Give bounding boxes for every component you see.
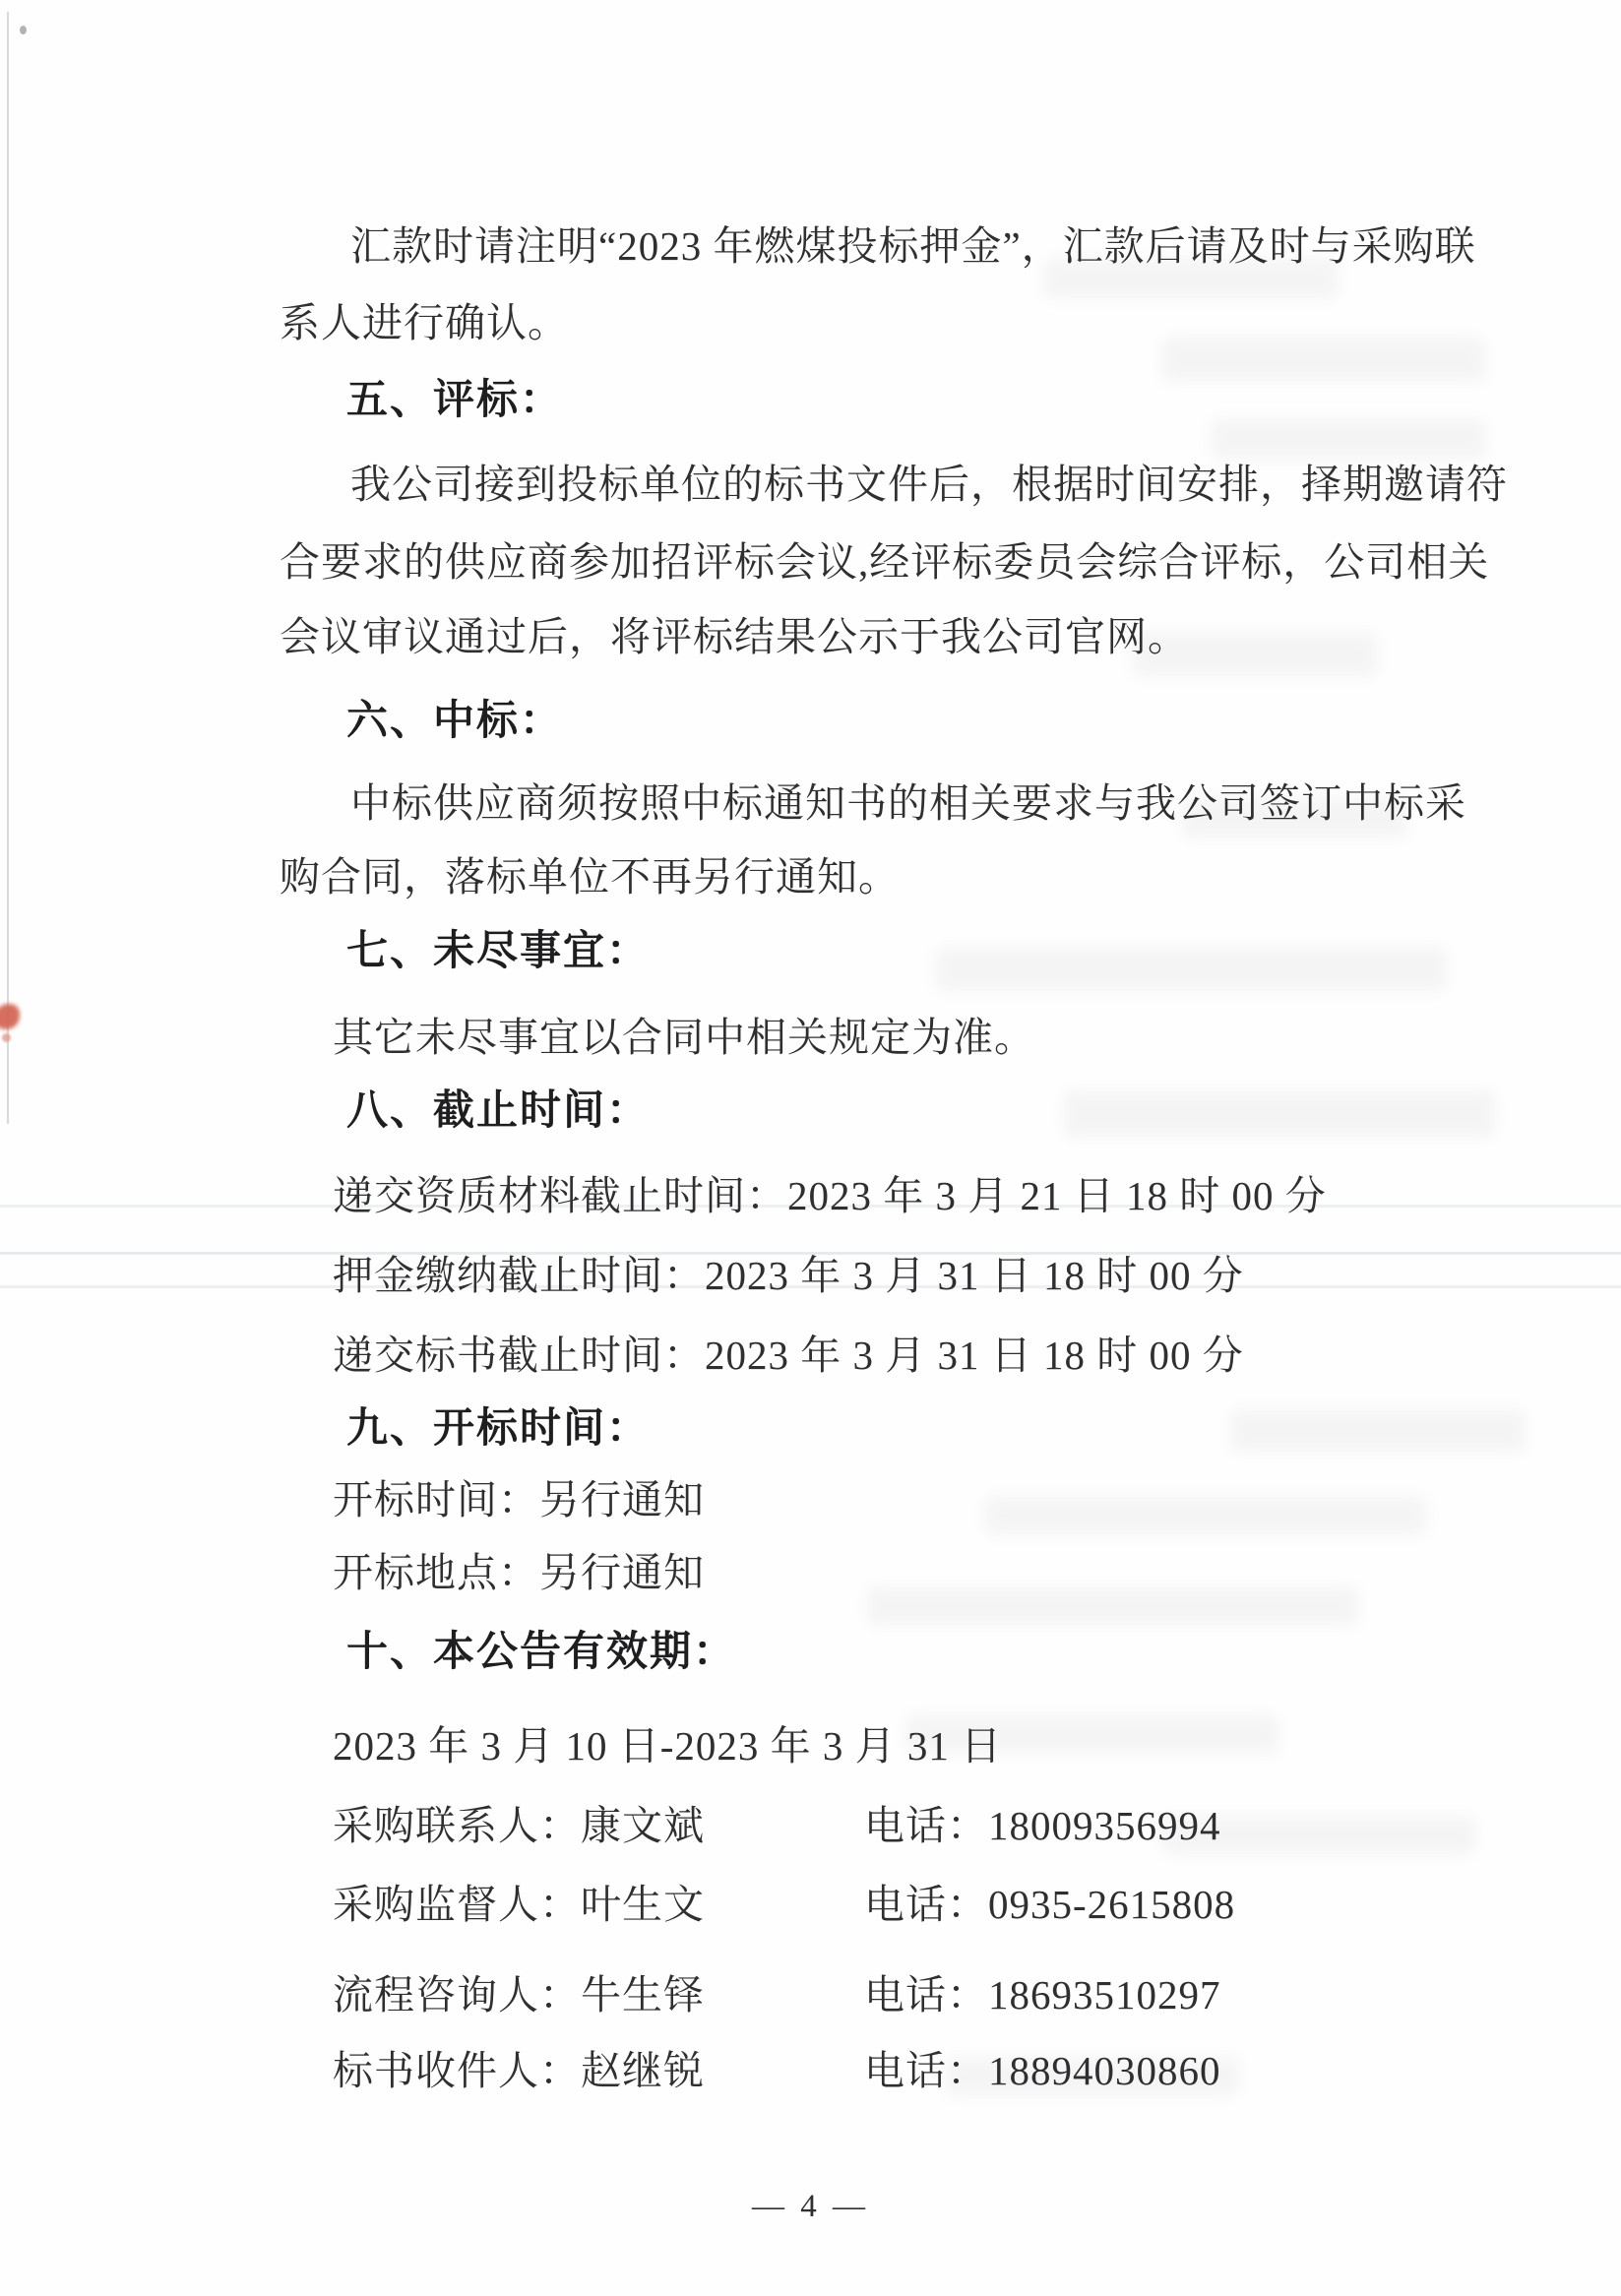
- body-line: 开标地点：另行通知: [333, 1550, 705, 1595]
- contact-row: [0, 1798, 1621, 1853]
- contact-phone: 电话：0935-2615808: [864, 1882, 1236, 1927]
- section-heading-award: 六、中标：: [346, 697, 564, 743]
- bleed-through-smudge: [1063, 1090, 1496, 1138]
- contact-row: [0, 1967, 1621, 2022]
- red-ink-smudge: [0, 1004, 20, 1029]
- section-heading-validity-period: 十、本公告有效期：: [346, 1628, 737, 1674]
- bleed-through-smudge: [866, 1586, 1358, 1626]
- validity-period-line: 2023 年 3 月 10 日-2023 年 3 月 31 日: [333, 1723, 1003, 1769]
- body-line: 其它未尽事宜以合同中相关规定为准。: [333, 1015, 1035, 1060]
- contact-role: 采购监督人：叶生文: [333, 1882, 705, 1927]
- body-line: 我公司接到投标单位的标书文件后，根据时间安排，择期邀请符: [350, 462, 1508, 507]
- page-number: — 4 —: [752, 2189, 869, 2224]
- deadline-line: 递交标书截止时间：2023 年 3 月 31 日 18 时 00 分: [333, 1333, 1244, 1378]
- contact-row: [0, 2043, 1621, 2098]
- contact-role: 采购联系人：康文斌: [333, 1803, 705, 1848]
- bleed-through-smudge: [984, 1496, 1427, 1535]
- contact-phone: 电话：18693510297: [864, 1972, 1221, 2017]
- body-line: 会议审议通过后，将评标结果公示于我公司官网。: [280, 614, 1189, 659]
- section-heading-outstanding-matters: 七、未尽事宜：: [346, 927, 651, 973]
- body-line: 合要求的供应商参加招评标会议,经评标委员会综合评标，公司相关: [280, 539, 1490, 585]
- deadline-line: 押金缴纳截止时间：2023 年 3 月 31 日 18 时 00 分: [333, 1253, 1244, 1298]
- contact-phone: 电话：18009356994: [864, 1803, 1221, 1848]
- contact-role: 标书收件人：赵继锐: [333, 2048, 705, 2093]
- bleed-through-smudge: [1230, 1409, 1526, 1453]
- deadline-line: 递交资质材料截止时间：2023 年 3 月 21 日 18 时 00 分: [333, 1173, 1327, 1218]
- section-heading-bid-opening: 九、开标时间：: [346, 1404, 651, 1451]
- scan-speck: [20, 26, 27, 34]
- contact-role: 流程咨询人：牛生铎: [333, 1972, 705, 2017]
- intro-line: 系人进行确认。: [280, 300, 569, 345]
- section-heading-evaluation: 五、评标：: [346, 376, 564, 422]
- red-ink-dot: [2, 1033, 11, 1042]
- bleed-through-smudge: [1211, 418, 1486, 460]
- section-heading-deadlines: 八、截止时间：: [346, 1086, 651, 1133]
- contact-phone: 电话：18894030860: [864, 2048, 1221, 2093]
- body-line: 开标时间：另行通知: [333, 1477, 705, 1522]
- body-line: 购合同，落标单位不再另行通知。: [280, 854, 900, 900]
- scan-edge-line: [7, 12, 9, 1124]
- bleed-through-smudge: [1161, 337, 1486, 382]
- body-line: 中标供应商须按照中标通知书的相关要求与我公司签订中标采: [350, 780, 1466, 826]
- intro-line: 汇款时请注明“2023 年燃煤投标押金”，汇款后请及时与采购联: [350, 223, 1476, 269]
- contact-row: [0, 1877, 1621, 1932]
- bleed-through-smudge: [935, 947, 1447, 992]
